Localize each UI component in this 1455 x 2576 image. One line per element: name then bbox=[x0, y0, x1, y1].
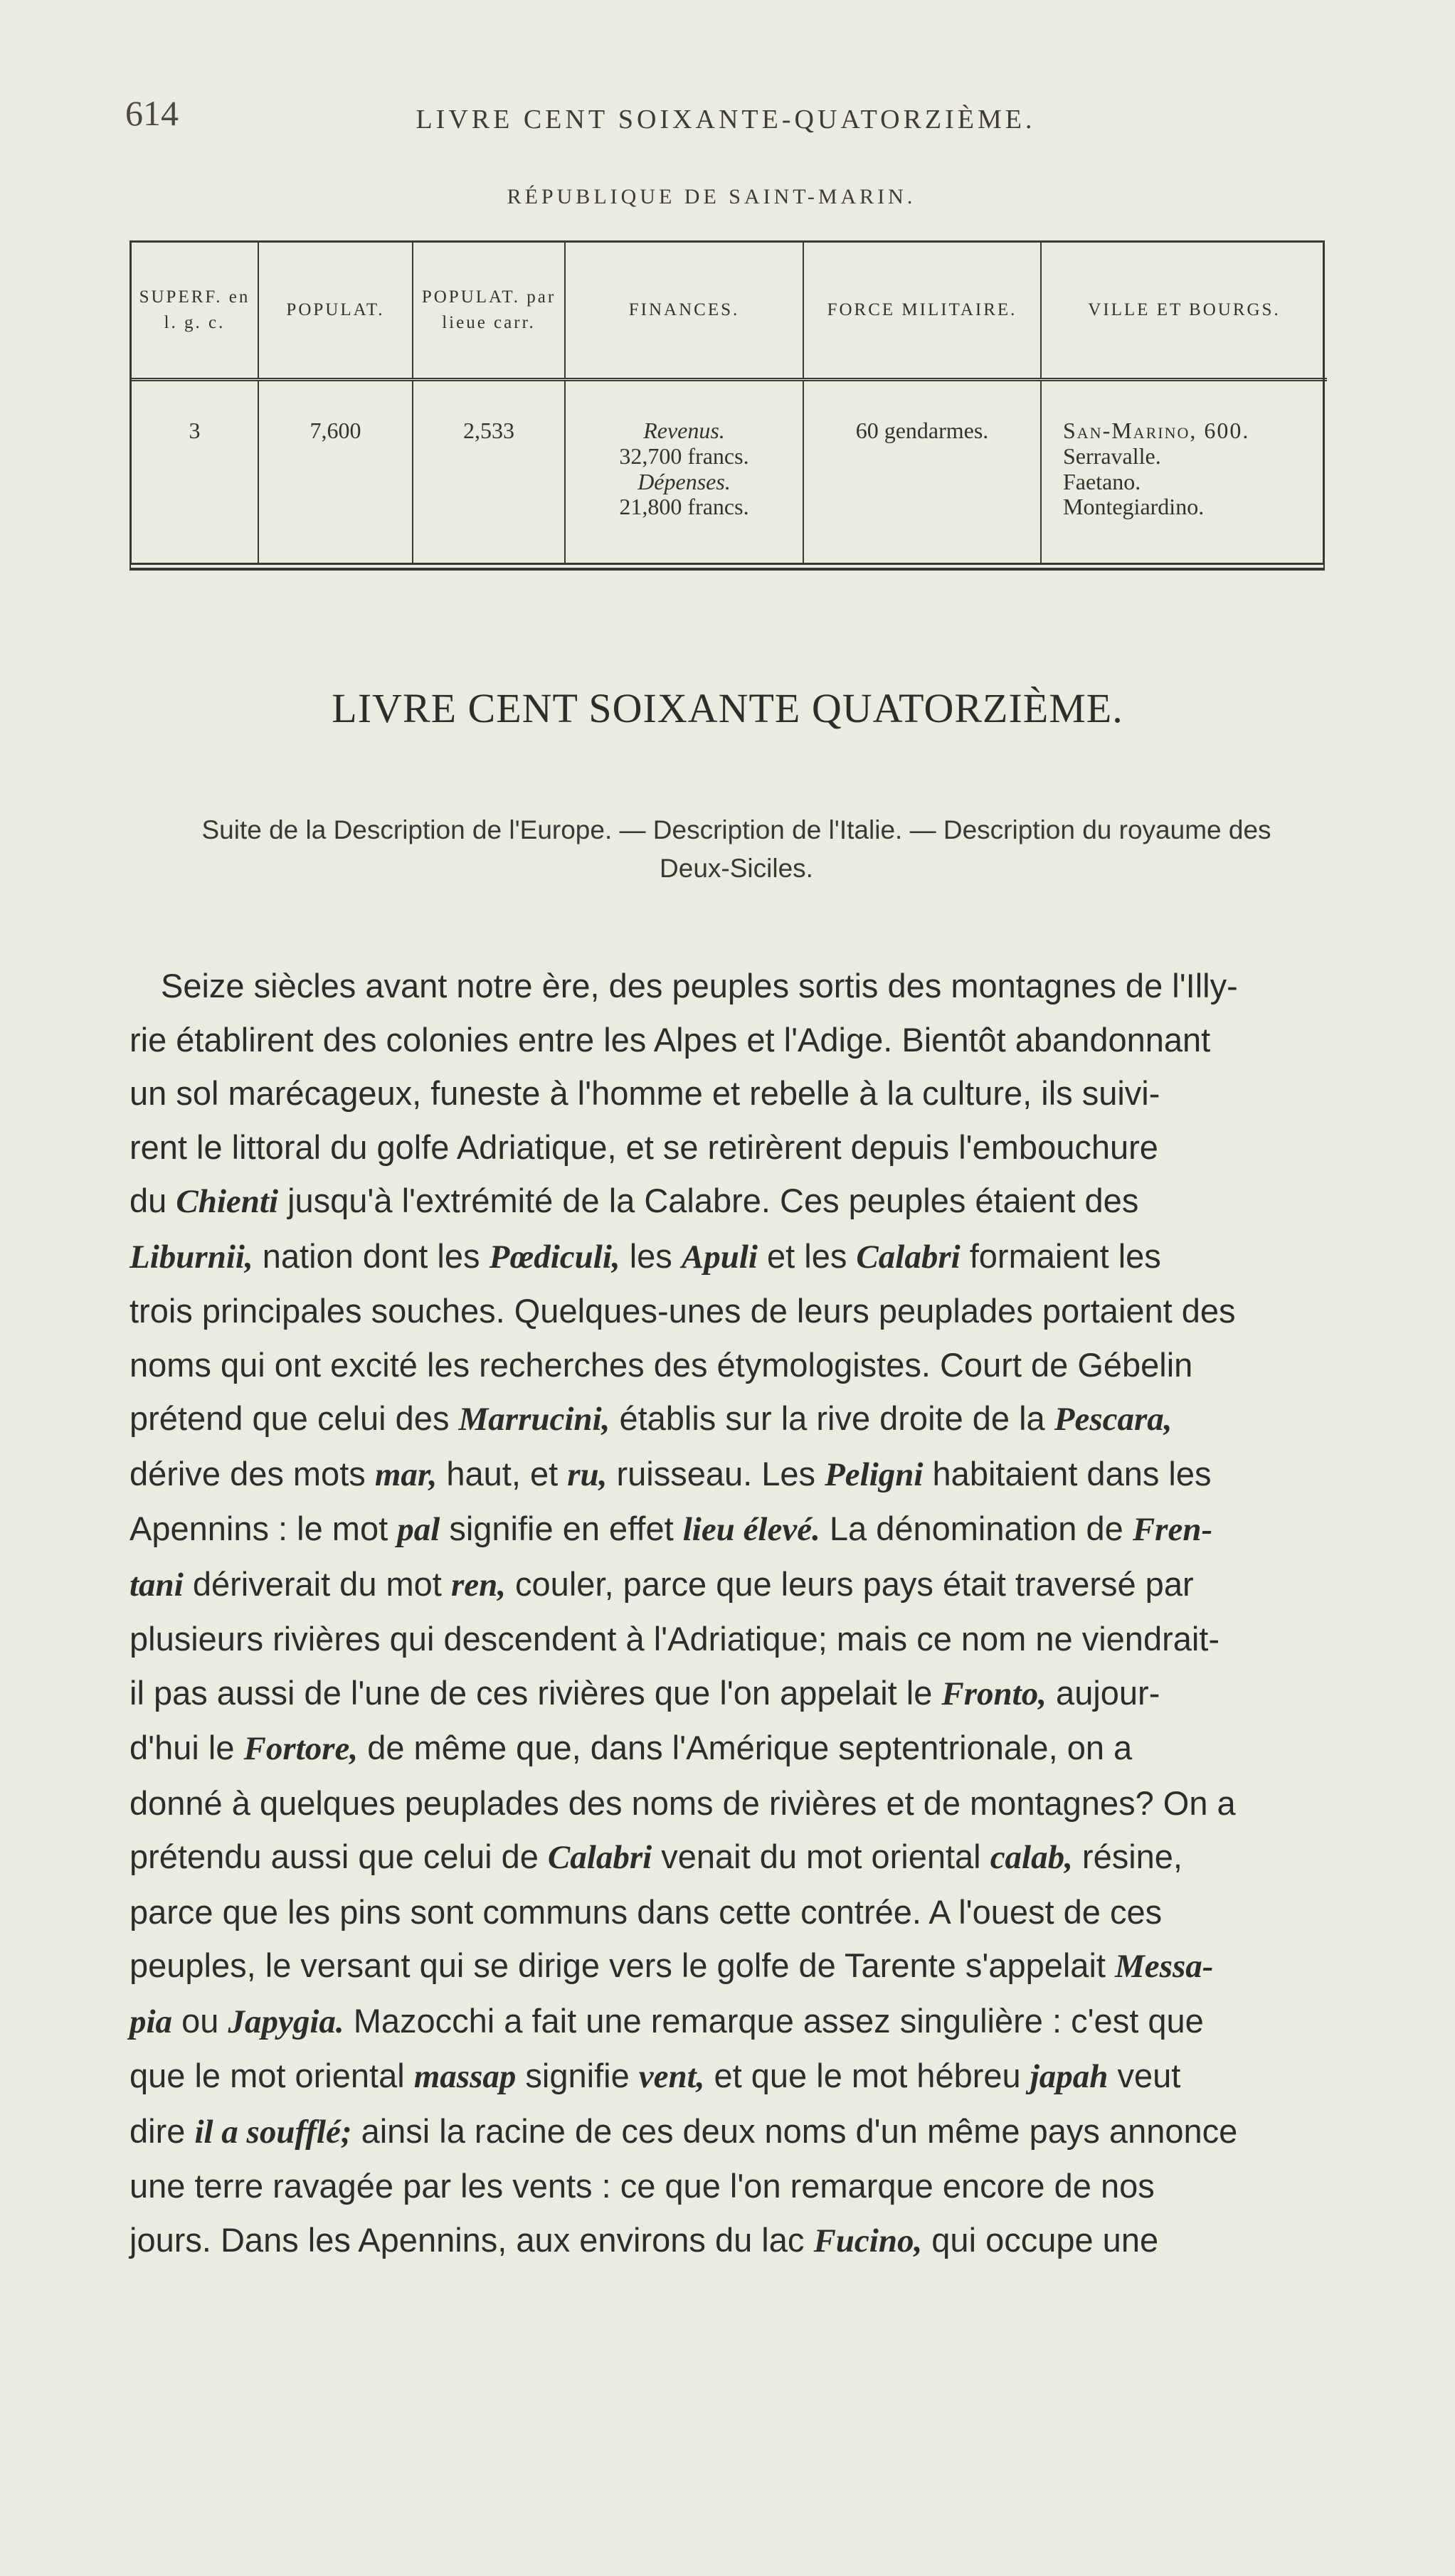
text-segment: une terre ravagée par les vents : ce que l'on remarque encore de nos bbox=[129, 2167, 1155, 2205]
italic-term: Messa- bbox=[1115, 1948, 1214, 1985]
text-line bbox=[129, 959, 1314, 1013]
cell-military: 60 gendarmes. bbox=[803, 380, 1041, 563]
italic-term: japah bbox=[1030, 2058, 1109, 2095]
text-segment: qui occupe une bbox=[922, 2220, 1159, 2259]
text-line bbox=[129, 1447, 1314, 1502]
text-segment: haut, et bbox=[437, 1454, 568, 1493]
italic-term: Calabri bbox=[856, 1238, 961, 1276]
text-segment: rie établirent des colonies entre les Alpes et l'Adige. Bientôt abandonnant bbox=[129, 1020, 1211, 1059]
text-segment: d'hui le bbox=[129, 1729, 244, 1766]
text-segment: habitaient dans les bbox=[923, 1454, 1212, 1493]
body-text bbox=[129, 959, 1314, 2268]
table-caption: RÉPUBLIQUE DE SAINT-MARIN. bbox=[507, 185, 916, 208]
town-item: Faetano. bbox=[1063, 468, 1141, 494]
text-segment: signifie en effet bbox=[440, 1510, 683, 1547]
italic-term: tani bbox=[129, 1566, 184, 1604]
italic-term: Peligni bbox=[825, 1456, 924, 1493]
cell-population-per-league: 2,533 bbox=[413, 380, 565, 563]
italic-term: Liburnii, bbox=[129, 1238, 253, 1276]
text-segment: jours. Dans les Apennins, aux environs du lac bbox=[129, 2220, 814, 2259]
text-segment: résine, bbox=[1072, 1838, 1182, 1875]
text-segment: La dénomination de bbox=[820, 1510, 1133, 1547]
text-line bbox=[129, 1338, 1314, 1392]
italic-term: Fortore, bbox=[243, 1730, 359, 1767]
text-segment: Apennins : le mot bbox=[129, 1510, 398, 1547]
text-segment: rent le littoral du golfe Adriatique, et se retirèrent depuis l'embouchure bbox=[129, 1128, 1158, 1166]
italic-term: Pœdiculi, bbox=[489, 1238, 620, 1276]
italic-term: mar, bbox=[374, 1456, 438, 1493]
italic-term: Fucino, bbox=[813, 2222, 923, 2259]
header-finances: FINANCES. bbox=[565, 243, 803, 380]
text-line bbox=[129, 1120, 1314, 1175]
town-item: Serravalle. bbox=[1063, 442, 1161, 469]
text-line bbox=[129, 1939, 1314, 1994]
header-population: POPULAT. bbox=[258, 243, 413, 380]
text-line bbox=[129, 2213, 1314, 2269]
text-segment: nation dont les bbox=[253, 1236, 490, 1275]
italic-term: Japygia. bbox=[228, 2003, 344, 2040]
book-title: LIVRE CENT SOIXANTE QUATORZIÈME. bbox=[332, 685, 1123, 731]
text-segment: ainsi la racine de ces deux noms d'un même pays annonce bbox=[351, 2111, 1238, 2150]
text-segment: ou bbox=[172, 2001, 228, 2040]
italic-term: calab, bbox=[990, 1839, 1073, 1876]
text-segment: dire bbox=[129, 2111, 195, 2150]
text-segment: et que le mot hébreu bbox=[704, 2057, 1030, 2094]
italic-term: il a soufflé; bbox=[194, 2113, 352, 2151]
text-line bbox=[129, 1392, 1314, 1447]
header-population-per-league: POPULAT. par lieue carr. bbox=[413, 243, 565, 380]
cell-finances bbox=[565, 380, 803, 563]
italic-term: Fronto, bbox=[941, 1675, 1047, 1712]
text-segment: établis sur la rive droite de la bbox=[610, 1399, 1054, 1437]
text-line bbox=[129, 1776, 1314, 1830]
cell-superficie: 3 bbox=[189, 418, 201, 443]
text-line bbox=[129, 1174, 1314, 1229]
text-segment: parce que les pins sont communs dans cette contrée. A l'ouest de ces bbox=[129, 1892, 1163, 1931]
statistics-table bbox=[129, 240, 1325, 565]
italic-term: Apuli bbox=[681, 1238, 758, 1276]
text-segment: du bbox=[129, 1182, 176, 1219]
text-line bbox=[129, 1994, 1314, 2050]
text-segment: noms qui ont excité les recherches des étymologistes. Court de Gébelin bbox=[129, 1345, 1193, 1384]
text-segment: donné à quelques peuplades des noms de rivières et de montagnes? On a bbox=[129, 1783, 1236, 1822]
italic-term: Fren- bbox=[1132, 1511, 1213, 1548]
italic-term: vent, bbox=[638, 2058, 705, 2095]
text-line bbox=[129, 1885, 1314, 1939]
italic-term: ru, bbox=[567, 1456, 608, 1493]
table-row bbox=[132, 380, 1327, 563]
page-number: 614 bbox=[125, 93, 179, 133]
text-segment: un sol marécageux, funeste à l'homme et rebelle à la culture, ils suivi- bbox=[129, 1074, 1160, 1112]
revenue-label: Revenus. bbox=[643, 418, 725, 443]
cell-population: 7,600 bbox=[258, 380, 413, 563]
text-segment: signifie bbox=[516, 2057, 639, 2094]
revenue-value: 32,700 francs. bbox=[619, 442, 749, 469]
text-line bbox=[129, 1013, 1314, 1067]
italic-term: massap bbox=[413, 2058, 517, 2095]
text-line bbox=[129, 1721, 1314, 1776]
cell-towns bbox=[1041, 380, 1327, 563]
text-segment: de même que, dans l'Amérique septentrionale, on a bbox=[358, 1729, 1133, 1766]
text-line bbox=[129, 2104, 1314, 2160]
text-line bbox=[129, 1284, 1314, 1338]
text-segment: trois principales souches. Quelques-unes de leurs peuplades portaient des bbox=[129, 1292, 1236, 1330]
italic-term: pia bbox=[129, 2003, 173, 2040]
text-line bbox=[129, 1229, 1314, 1285]
expense-label: Dépenses. bbox=[637, 468, 731, 494]
italic-term: Pescara, bbox=[1054, 1401, 1173, 1438]
text-segment: peuples, le versant qui se dirige vers le golfe de Tarente s'appelait bbox=[129, 1946, 1116, 1984]
text-segment: dérive des mots bbox=[129, 1454, 375, 1493]
text-line bbox=[129, 2159, 1314, 2213]
text-segment: que le mot oriental bbox=[129, 2057, 414, 2094]
town-item: San-Marino, 600. bbox=[1063, 418, 1250, 443]
text-segment: plusieurs rivières qui descendent à l'Adriatique; mais ce nom ne viendrait- bbox=[129, 1620, 1220, 1658]
text-line bbox=[129, 1612, 1314, 1666]
italic-term: pal bbox=[397, 1511, 440, 1548]
text-segment: formaient les bbox=[960, 1236, 1161, 1275]
expense-value: 21,800 francs. bbox=[619, 494, 749, 520]
italic-term: Chienti bbox=[176, 1183, 279, 1220]
text-segment: Mazocchi a fait une remarque assez singulière : c'est que bbox=[344, 2001, 1204, 2040]
text-segment: ruisseau. Les bbox=[607, 1454, 825, 1493]
text-segment: veut bbox=[1108, 2057, 1181, 2094]
text-line bbox=[129, 2049, 1314, 2104]
text-line bbox=[129, 1830, 1314, 1885]
text-line bbox=[129, 1502, 1314, 1557]
text-segment: les bbox=[620, 1236, 682, 1275]
chapter-subtitle: Suite de la Description de l'Europe. — Description de l'Italie. — Description du royaume des Deux-Siciles. bbox=[201, 815, 1271, 883]
italic-term: Calabri bbox=[547, 1839, 652, 1876]
italic-term: Marrucini, bbox=[458, 1401, 610, 1438]
header-towns: VILLE ET BOURGS. bbox=[1041, 243, 1327, 380]
italic-term: lieu élevé. bbox=[682, 1511, 820, 1548]
text-segment: jusqu'à l'extrémité de la Calabre. Ces peuples étaient des bbox=[278, 1182, 1139, 1219]
text-segment: couler, parce que leurs pays était traversé par bbox=[505, 1564, 1194, 1603]
text-line bbox=[129, 1666, 1314, 1722]
text-segment: prétendu aussi que celui de bbox=[129, 1838, 548, 1875]
italic-term: ren, bbox=[450, 1566, 506, 1604]
text-line bbox=[129, 1557, 1314, 1613]
text-segment: il pas aussi de l'une de ces rivières que l'on appelait le bbox=[129, 1673, 942, 1712]
text-segment: et les bbox=[757, 1236, 857, 1275]
text-segment: dériverait du mot bbox=[183, 1564, 451, 1603]
text-segment: prétend que celui des bbox=[129, 1399, 459, 1437]
header-superficie: SUPERF. en l. g. c. bbox=[132, 243, 258, 380]
table-header-row bbox=[132, 243, 1327, 380]
header-military: FORCE MILITAIRE. bbox=[803, 243, 1041, 380]
running-head: LIVRE CENT SOIXANTE-QUATORZIÈME. bbox=[416, 105, 1036, 134]
town-item: Montegiardino. bbox=[1063, 494, 1205, 520]
text-segment: aujour- bbox=[1047, 1673, 1160, 1712]
text-segment: Seize siècles avant notre ère, des peuples sortis des montagnes de l'Illy- bbox=[161, 967, 1238, 1005]
text-line bbox=[129, 1066, 1314, 1120]
text-segment: venait du mot oriental bbox=[652, 1838, 990, 1875]
